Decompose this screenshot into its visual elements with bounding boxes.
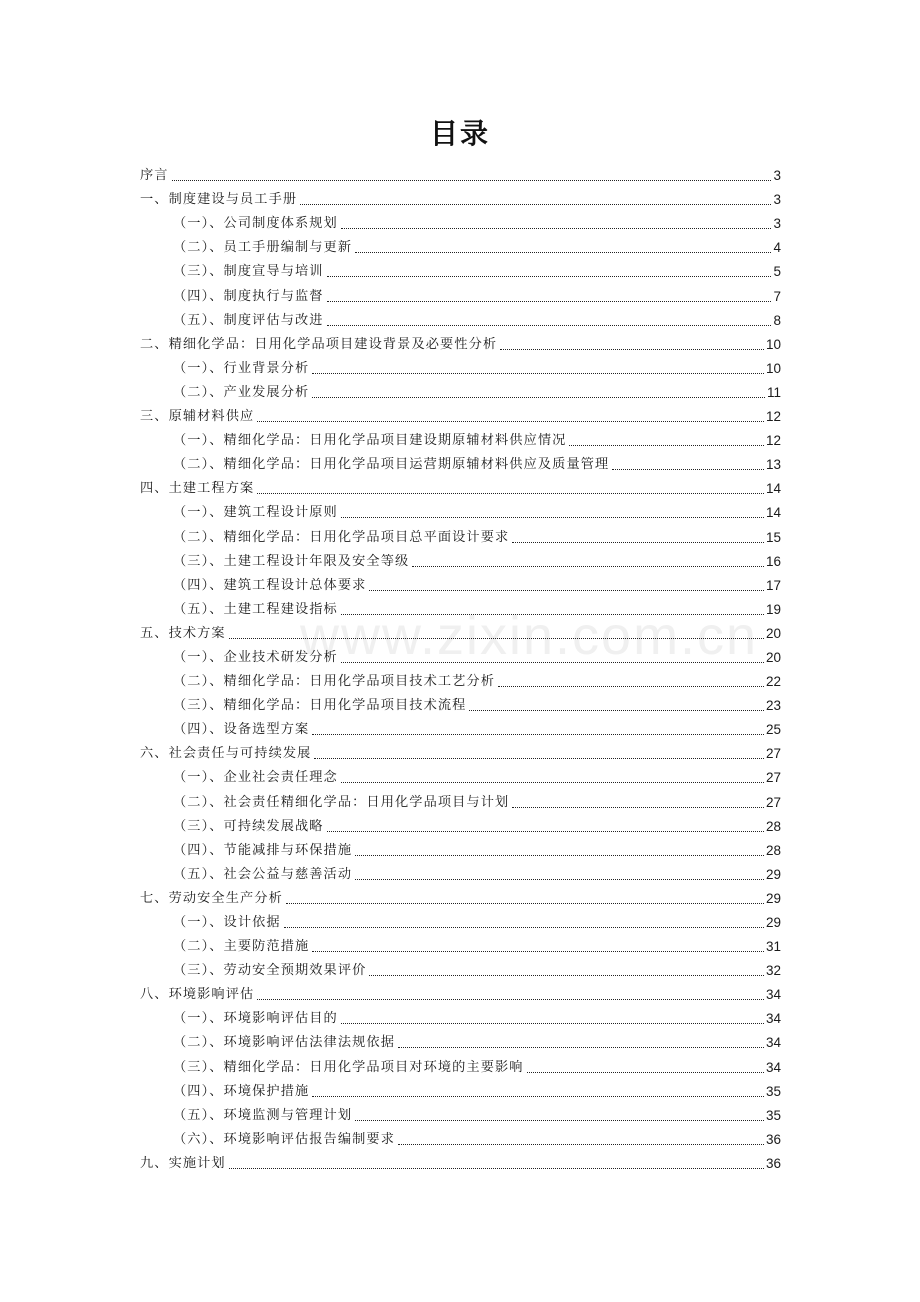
toc-page-number: 25: [765, 722, 781, 738]
watermark: www.zixin.com.cn: [300, 606, 759, 666]
toc-page-number: 7: [773, 288, 781, 304]
toc-dot-leader: [369, 975, 764, 976]
toc-page-number: 8: [773, 312, 781, 328]
toc-entry[interactable]: [140, 714, 781, 738]
toc-page-number: 27: [765, 770, 781, 786]
toc-dot-leader: [355, 879, 764, 880]
toc-entry-title: （四）、设备选型方案: [173, 722, 310, 738]
toc-entry[interactable]: [140, 305, 781, 329]
toc-entry-title: （二）、精细化学品：日用化学品项目运营期原辅材料供应及质量管理: [173, 457, 610, 473]
toc-entry-title: （六）、环境影响评估报告编制要求: [173, 1131, 395, 1147]
toc-entry[interactable]: [140, 594, 781, 618]
toc-entry[interactable]: [140, 979, 781, 1003]
toc-dot-leader: [257, 421, 764, 422]
toc-dot-leader: [498, 686, 764, 687]
toc-page-number: 3: [773, 192, 781, 208]
toc-entry[interactable]: [140, 353, 781, 377]
toc-page-number: 36: [765, 1155, 781, 1171]
toc-entry-title: （一）、行业背景分析: [173, 360, 310, 376]
toc-entry-title: （一）、公司制度体系规划: [173, 216, 338, 232]
toc-entry-title: （五）、社会公益与慈善活动: [173, 866, 353, 882]
toc-entry[interactable]: [140, 521, 781, 545]
toc-page-number: 32: [765, 963, 781, 979]
toc-page-number: 23: [765, 698, 781, 714]
toc-dot-leader: [327, 325, 772, 326]
toc-entry[interactable]: [140, 1003, 781, 1027]
toc-entry[interactable]: [140, 401, 781, 425]
toc-page-number: 28: [765, 842, 781, 858]
toc-page-number: 29: [765, 915, 781, 930]
toc-dot-leader: [355, 1120, 764, 1121]
toc-entry-title: （一）、建筑工程设计原则: [173, 505, 338, 521]
toc-dot-leader: [327, 831, 764, 832]
toc-dot-leader: [569, 445, 764, 446]
toc-dot-leader: [355, 855, 764, 856]
toc-entry-title: （二）、主要防范措施: [173, 939, 310, 955]
toc-page-number: 27: [765, 746, 781, 762]
toc-dot-leader: [327, 276, 772, 277]
toc-entry[interactable]: [140, 1027, 781, 1051]
toc-entry-title: （二）、精细化学品：日用化学品项目总平面设计要求: [173, 529, 510, 545]
toc-dot-leader: [312, 1096, 764, 1097]
toc-entry-title: 七、劳动安全生产分析: [140, 890, 283, 906]
toc-entry-title: （三）、制度宣导与培训: [173, 264, 324, 280]
toc-entry[interactable]: [140, 256, 781, 280]
toc-entry[interactable]: [140, 859, 781, 883]
toc-entry-title: 三、原辅材料供应: [140, 409, 255, 425]
toc-page-number: 29: [765, 890, 781, 906]
toc-page-number: 12: [765, 409, 781, 425]
toc-page-number: 4: [773, 240, 781, 256]
toc-dot-leader: [172, 180, 772, 181]
toc-dot-leader: [341, 517, 764, 518]
toc-page-number: 34: [765, 1059, 781, 1075]
toc-page-number: 20: [765, 649, 781, 665]
toc-entry[interactable]: [140, 738, 781, 762]
toc-entry-title: （四）、建筑工程设计总体要求: [173, 577, 367, 593]
toc-dot-leader: [412, 566, 764, 567]
toc-dot-leader: [369, 590, 764, 591]
toc-page-number: 15: [765, 529, 781, 545]
toc-entry-title: （三）、劳动安全预期效果评价: [173, 963, 367, 979]
toc-dot-leader: [284, 927, 764, 928]
toc-page-number: 11: [766, 384, 781, 400]
table-of-contents: [140, 160, 781, 1172]
toc-entry[interactable]: [140, 546, 781, 570]
toc-entry-title: 一、制度建设与员工手册: [140, 192, 298, 208]
toc-entry-title: （二）、产业发展分析: [173, 384, 310, 400]
toc-dot-leader: [527, 1072, 764, 1073]
toc-entry-title: （一）、环境影响评估目的: [173, 1011, 338, 1027]
toc-entry-title: （五）、环境监测与管理计划: [173, 1107, 353, 1123]
toc-entry[interactable]: [140, 184, 781, 208]
toc-entry[interactable]: [140, 570, 781, 594]
toc-entry-title: （五）、土建工程建设指标: [173, 601, 338, 617]
toc-entry-title: 五、技术方案: [140, 625, 226, 641]
toc-entry[interactable]: [140, 786, 781, 810]
toc-page-number: 29: [765, 866, 781, 882]
toc-dot-leader: [355, 252, 771, 253]
toc-entry[interactable]: [140, 160, 781, 184]
toc-entry[interactable]: [140, 1100, 781, 1124]
toc-dot-leader: [312, 373, 764, 374]
toc-page-number: 5: [773, 264, 781, 280]
toc-entry[interactable]: [140, 762, 781, 786]
toc-page-number: 16: [765, 553, 781, 569]
toc-dot-leader: [500, 349, 764, 350]
toc-entry[interactable]: [140, 1051, 781, 1075]
toc-entry-title: （二）、环境影响评估法律法规依据: [173, 1035, 395, 1051]
toc-entry-title: 序言: [140, 168, 169, 184]
toc-entry[interactable]: [140, 690, 781, 714]
toc-dot-leader: [327, 301, 772, 302]
toc-page-number: 27: [765, 794, 781, 810]
toc-page-number: 3: [773, 168, 781, 184]
toc-page-number: 31: [765, 939, 781, 955]
toc-dot-leader: [341, 1023, 764, 1024]
toc-entry-title: （四）、制度执行与监督: [173, 288, 324, 304]
toc-entry[interactable]: [140, 473, 781, 497]
toc-page-number: 35: [765, 1083, 781, 1099]
toc-dot-leader: [229, 1168, 764, 1169]
toc-entry[interactable]: [140, 642, 781, 666]
toc-entry-title: （三）、土建工程设计年限及安全等级: [173, 553, 410, 569]
toc-page-number: 14: [765, 505, 781, 521]
toc-entry[interactable]: [140, 931, 781, 955]
toc-page-number: 19: [765, 601, 781, 617]
toc-entry[interactable]: [140, 280, 781, 304]
toc-entry[interactable]: [140, 377, 781, 401]
toc-dot-leader: [469, 710, 764, 711]
toc-entry[interactable]: [140, 232, 781, 256]
toc-entry[interactable]: [140, 618, 781, 642]
toc-entry[interactable]: [140, 1076, 781, 1100]
toc-entry[interactable]: [140, 666, 781, 690]
toc-dot-leader: [341, 228, 772, 229]
toc-entry-title: （二）、社会责任精细化学品：日用化学品项目与计划: [173, 794, 510, 810]
page-title: 目录: [429, 117, 490, 150]
toc-dot-leader: [300, 204, 771, 205]
toc-page-number: 20: [765, 625, 781, 641]
toc-page-number: 36: [765, 1131, 781, 1147]
toc-entry-title: （四）、节能减排与环保措施: [173, 842, 353, 858]
toc-dot-leader: [341, 614, 764, 615]
toc-entry-title: 二、精细化学品：日用化学品项目建设背景及必要性分析: [140, 336, 498, 352]
toc-entry-title: （一）、设计依据: [173, 915, 281, 930]
toc-entry-title: （三）、精细化学品：日用化学品项目技术流程: [173, 698, 467, 714]
toc-entry-title: （一）、企业社会责任理念: [173, 770, 338, 786]
toc-page-number: 34: [765, 987, 781, 1003]
toc-page-number: 13: [765, 457, 781, 473]
toc-entry[interactable]: [140, 811, 781, 835]
toc-entry[interactable]: [140, 883, 781, 907]
toc-entry-title: （五）、制度评估与改进: [173, 312, 324, 328]
toc-page-number: 10: [765, 360, 781, 376]
toc-entry-title: 八、环境影响评估: [140, 987, 255, 1003]
toc-dot-leader: [312, 397, 765, 398]
toc-entry[interactable]: [140, 955, 781, 979]
toc-page-number: 28: [765, 818, 781, 834]
toc-entry-title: （一）、企业技术研发分析: [173, 649, 338, 665]
toc-entry[interactable]: [140, 329, 781, 353]
toc-dot-leader: [341, 782, 764, 783]
toc-entry-title: （三）、精细化学品：日用化学品项目对环境的主要影响: [173, 1059, 524, 1075]
toc-entry[interactable]: [140, 449, 781, 473]
toc-entry-title: （一）、精细化学品：日用化学品项目建设期原辅材料供应情况: [173, 433, 567, 449]
toc-dot-leader: [257, 493, 764, 494]
toc-entry-title: 九、实施计划: [140, 1155, 226, 1171]
toc-dot-leader: [312, 951, 764, 952]
toc-dot-leader: [341, 662, 764, 663]
toc-dot-leader: [257, 999, 764, 1000]
toc-dot-leader: [612, 469, 764, 470]
toc-page-number: 14: [765, 481, 781, 497]
toc-entry-title: 六、社会责任与可持续发展: [140, 746, 312, 762]
toc-dot-leader: [229, 638, 764, 639]
toc-dot-leader: [286, 903, 764, 904]
toc-entry[interactable]: [140, 907, 781, 931]
toc-entry[interactable]: [140, 1124, 781, 1148]
toc-page-number: 12: [765, 433, 781, 449]
toc-page-number: 22: [765, 674, 781, 690]
toc-entry[interactable]: [140, 1148, 781, 1172]
toc-dot-leader: [512, 542, 764, 543]
toc-dot-leader: [398, 1144, 764, 1145]
toc-page-number: 3: [773, 216, 781, 232]
toc-entry-title: （二）、精细化学品：日用化学品项目技术工艺分析: [173, 674, 496, 690]
toc-entry[interactable]: [140, 497, 781, 521]
toc-dot-leader: [314, 758, 764, 759]
toc-page-number: 10: [765, 336, 781, 352]
toc-entry-title: （四）、环境保护措施: [173, 1083, 310, 1099]
toc-dot-leader: [512, 807, 764, 808]
toc-entry-title: （二）、员工手册编制与更新: [173, 240, 353, 256]
toc-entry[interactable]: [140, 208, 781, 232]
toc-entry[interactable]: [140, 425, 781, 449]
toc-page-number: 34: [765, 1011, 781, 1027]
toc-page-number: 35: [765, 1107, 781, 1123]
toc-dot-leader: [312, 734, 764, 735]
toc-dot-leader: [398, 1047, 764, 1048]
toc-entry[interactable]: [140, 835, 781, 859]
toc-entry-title: （三）、可持续发展战略: [173, 818, 324, 834]
toc-page-number: 17: [765, 577, 781, 593]
toc-entry-title: 四、土建工程方案: [140, 481, 255, 497]
toc-page-number: 34: [765, 1035, 781, 1051]
